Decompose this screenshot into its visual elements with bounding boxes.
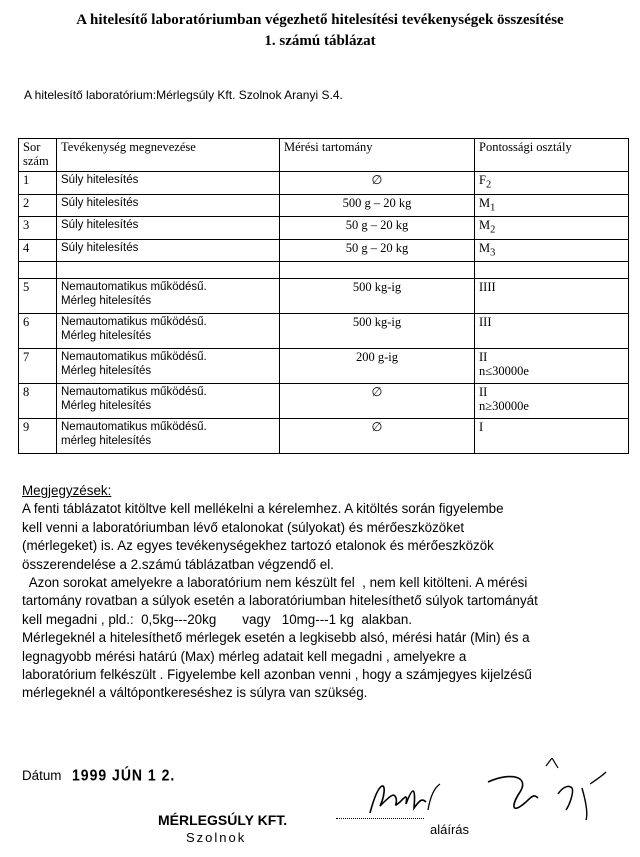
row-range: 50 g – 20 kg [280, 239, 475, 262]
row-number: 1 [19, 172, 57, 195]
row-class: III [475, 314, 629, 349]
row-class: IIII [475, 279, 629, 314]
row-range: 500 kg-ig [280, 314, 475, 349]
table-row [19, 279, 629, 314]
row-number: 7 [19, 349, 57, 384]
laboratory-line: A hitelesítő laboratórium:Mérlegsúly Kft. Szolnok Aranyi S.4. [24, 88, 343, 102]
document-title: A hitelesítő laboratóriumban végezhető hitelesítési tevékenységek összesítése [76, 12, 564, 28]
notes-heading: Megjegyzések: [22, 483, 112, 498]
row-number: 6 [19, 314, 57, 349]
row-activity: Nemautomatikus működésű. Mérleg hitelesítés [57, 279, 280, 314]
table-row [19, 217, 629, 240]
row-class: $F_2$ [475, 172, 629, 195]
notes-line: A fenti táblázatot kitöltve kell mellékelni a kérelemhez. A kitöltés során figyelembe [22, 501, 504, 517]
company-stamp-city: Szolnok [186, 830, 247, 845]
header-activity: Tevékenység megnevezése [57, 139, 280, 172]
row-activity: Súly hitelesítés [57, 172, 280, 195]
table-row [19, 349, 629, 384]
table-header-row [19, 139, 629, 172]
row-number: 5 [19, 279, 57, 314]
row-class: II n≤30000e [475, 349, 629, 384]
notes-line: mérlegeknél a váltópontkereséshez is súlyra van szükség. [22, 685, 368, 701]
header-class: Pontossági osztály [475, 139, 629, 172]
notes-line: tartomány rovatban a súlyok esetén a laboratóriumban hitelesíthető súlyok tartományát [22, 593, 538, 609]
header-range: Mérési tartomány [280, 139, 475, 172]
table-row [19, 384, 629, 419]
handwritten-signature-icon [360, 758, 610, 828]
header-row-number: Sor szám [19, 139, 57, 172]
row-range: ∅ [280, 384, 475, 419]
row-activity: Súly hitelesítés [57, 239, 280, 262]
row-activity: Nemautomatikus működésű. mérleg hitelesítés [57, 419, 280, 454]
row-number: 2 [19, 194, 57, 217]
row-number: 3 [19, 217, 57, 240]
row-activity: Súly hitelesítés [57, 194, 280, 217]
row-class: $M_2$ [475, 217, 629, 240]
table-row [19, 314, 629, 349]
row-range: 500 kg-ig [280, 279, 475, 314]
row-class: $M_3$ [475, 239, 629, 262]
row-class: II n≥30000e [475, 384, 629, 419]
row-activity: Nemautomatikus működésű. Mérleg hitelesítés [57, 349, 280, 384]
notes-line: legnagyobb mérési határú (Max) mérleg adatait kell megadni , amelyekre a [22, 648, 467, 664]
table-row [19, 239, 629, 262]
row-range: 50 g – 20 kg [280, 217, 475, 240]
row-range: 500 g – 20 kg [280, 194, 475, 217]
notes-line: Azon sorokat amelyekre a laboratórium nem készült fel , nem kell kitölteni. A mérési [22, 575, 528, 591]
row-range: ∅ [280, 419, 475, 454]
row-range: ∅ [280, 172, 475, 195]
notes-line: laboratórium felkészült . Figyelembe kell azonban venni , hogy a számjegyes kijelzésű [22, 667, 532, 683]
company-stamp: MÉRLEGSÚLY KFT. [158, 812, 288, 828]
activities-table [18, 138, 629, 454]
table-number-title: 1. számú táblázat [264, 33, 376, 49]
notes-line: Mérlegeknél a hitelesíthető mérlegek esetén a legkisebb alsó, mérési határ (Min) és a [22, 630, 530, 646]
row-class: I [475, 419, 629, 454]
notes-line: kell megadni , pld.: 0,5kg---20kg vagy 10mg---1 kg alakban. [22, 611, 413, 627]
row-number: 8 [19, 384, 57, 419]
table-row [19, 194, 629, 217]
row-number: 4 [19, 239, 57, 262]
date-stamp: 1999 JÚN 1 2. [72, 766, 176, 784]
date-label: Dátum [22, 768, 62, 783]
row-range: 200 g-ig [280, 349, 475, 384]
row-number: 9 [19, 419, 57, 454]
notes-section [22, 482, 622, 703]
notes-line: összerendelése a 2.számú táblázatban végzendő el. [22, 556, 334, 572]
row-activity: Nemautomatikus működésű. Mérleg hitelesítés [57, 314, 280, 349]
table-spacer-row [19, 262, 629, 279]
notes-line: kell venni a laboratóriumban lévő etalonokat (súlyokat) és mérőeszközöket [22, 519, 465, 535]
table-row [19, 172, 629, 195]
table-row [19, 419, 629, 454]
signature-label: aláírás [430, 822, 470, 837]
row-activity: Súly hitelesítés [57, 217, 280, 240]
row-class: $M_1$ [475, 194, 629, 217]
row-activity: Nemautomatikus működésű. Mérleg hitelesítés [57, 384, 280, 419]
notes-line: (mérlegeket) is. Az egyes tevékenységekhez tartozó etalonok és mérőeszközök [22, 538, 494, 554]
